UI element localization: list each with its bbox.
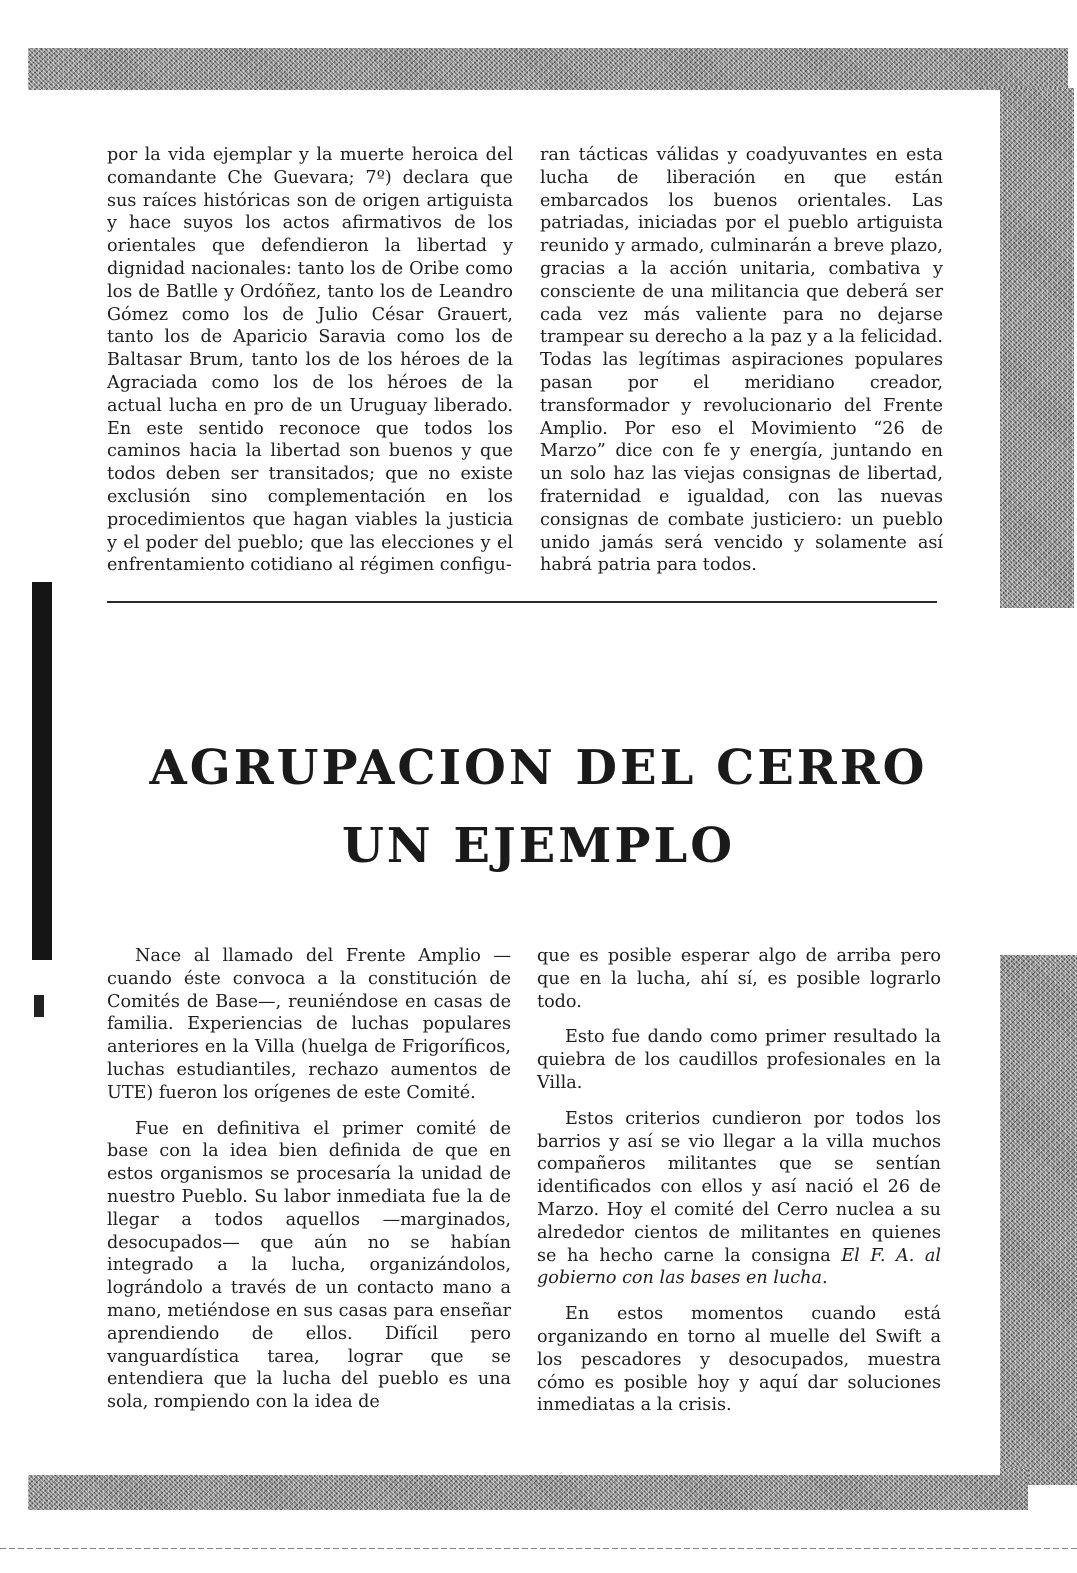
lower-right-paragraph-2 [537, 1108, 941, 1290]
lower-right-paragraph-1: Esto fue dando como primer resultado la quiebra de los caudillos profesionales en la Villa. [537, 1027, 941, 1093]
scan-edge-mark [34, 995, 44, 1017]
upper-article-left-column [107, 144, 513, 577]
lower-left-paragraph-2: Fue en definitiva el primer comité de base con la idea bien definida de que en estos organismos se procesaría la unidad de nuestro Pueblo. Su labor inmediata fue la de llegar a todos aquellos —marginados, desocupados— que aún no se habían integrado a la lucha, organizándolos, lográndolo a través de un contacto mano a mano, metiéndose en sus casas para enseñar aprendiendo de ellos. Difícil pero vanguardística tarea, lograr que se entendiera que la lucha del pueblo es una sola, rompiendo con la idea de [107, 1118, 511, 1413]
headline-line-2: UN EJEMPLO [341, 818, 736, 874]
slogan-italic: El F. A. al gobierno con las bases en lucha. [537, 1245, 941, 1289]
upper-left-text: por la vida ejemplar y la muerte heroica del comandante Che Guevara; 7º) declara que sus raíces históricas son de origen artiguista y hace suyos los actos afirmativos de los orientales que defendieron la libertad y dignidad nacionales: tanto los de Oribe como los de Batlle y Ordóñez, tanto los de Leandro Gómez como los de Julio César Grauert, tanto los de Aparicio Saravia como los de Baltasar Brum, tanto los de los héroes de la Agraciada como los de los héroes de la actual lucha en pro de un Uruguay liberado. En este sentido reconoce que todos los caminos hacia la libertad son buenos y que todos deben ser transitados; que no existe exclusión sino complementación en los procedimientos que hagan viables la justicia y el poder del pueblo; que las elecciones y el enfrentamiento cotidiano al régimen configu- [107, 145, 513, 576]
lower-article-left-column [107, 945, 511, 1427]
lower-left-paragraph-1: Nace al llamado del Frente Amplio —cuando éste convoca a la constitución de Comités de Base—, reuniéndose en casas de familia. Experiencias de luchas populares anteriores en la Villa (huelga de Frigoríficos, luchas estudiantiles, rechazo aumentos de UTE) fueron los orígenes de este Comité. [107, 946, 511, 1103]
section-divider [107, 601, 937, 603]
upper-right-text: ran tácticas válidas y coadyuvantes en esta lucha de liberación en que están embarcados los buenos orientales. Las patriadas, iniciadas por el pueblo artiguista reunido y armado, culminarán a breve plazo, gracias a la acción unitaria, combativa y consciente de una militancia que deberá ser cada vez más valiente para no dejarse trampear su derecho a la paz y a la felicidad. Todas las legítimas aspiraciones populares pasan por el meridiano creador, transformador y revolucionario del Frente Amplio. Por eso el Movimiento “26 de Marzo” dice con fe y energía, juntando en un solo haz las viejas consignas de libertad, fraternidad e igualdad, con las nuevas consignas de combate justiciero: un pueblo unido jamás será vencido y solamente así habrá patria para todos. [540, 145, 943, 576]
lower-right-paragraph-3: En estos momentos cuando está organizando en torno al muelle del Swift a los pescadores y desocupados, muestra cómo es posible hoy y aquí dar soluciones inmediatas a la crisis. [537, 1304, 941, 1416]
headline-line-1: AGRUPACION DEL CERRO [149, 740, 928, 796]
lower-right-continuation: que es posible esperar algo de arriba pero que en la lucha, ahí sí, es posible lograrlo todo. [537, 946, 941, 1012]
scan-footer-line [0, 1548, 1077, 1549]
lower-right-paragraph-2-text: Estos criterios cundieron por todos los barrios y así se vio llegar a la villa muchos compañeros militantes que se sentían identificados con ellos y así nació el 26 de Marzo. Hoy el comité del Cerro nuclea a su alrededor cientos de militantes en quienes se ha hecho carne la consigna [537, 1108, 941, 1266]
upper-article-right-column [540, 144, 943, 577]
lower-article-right-column [537, 945, 941, 1430]
